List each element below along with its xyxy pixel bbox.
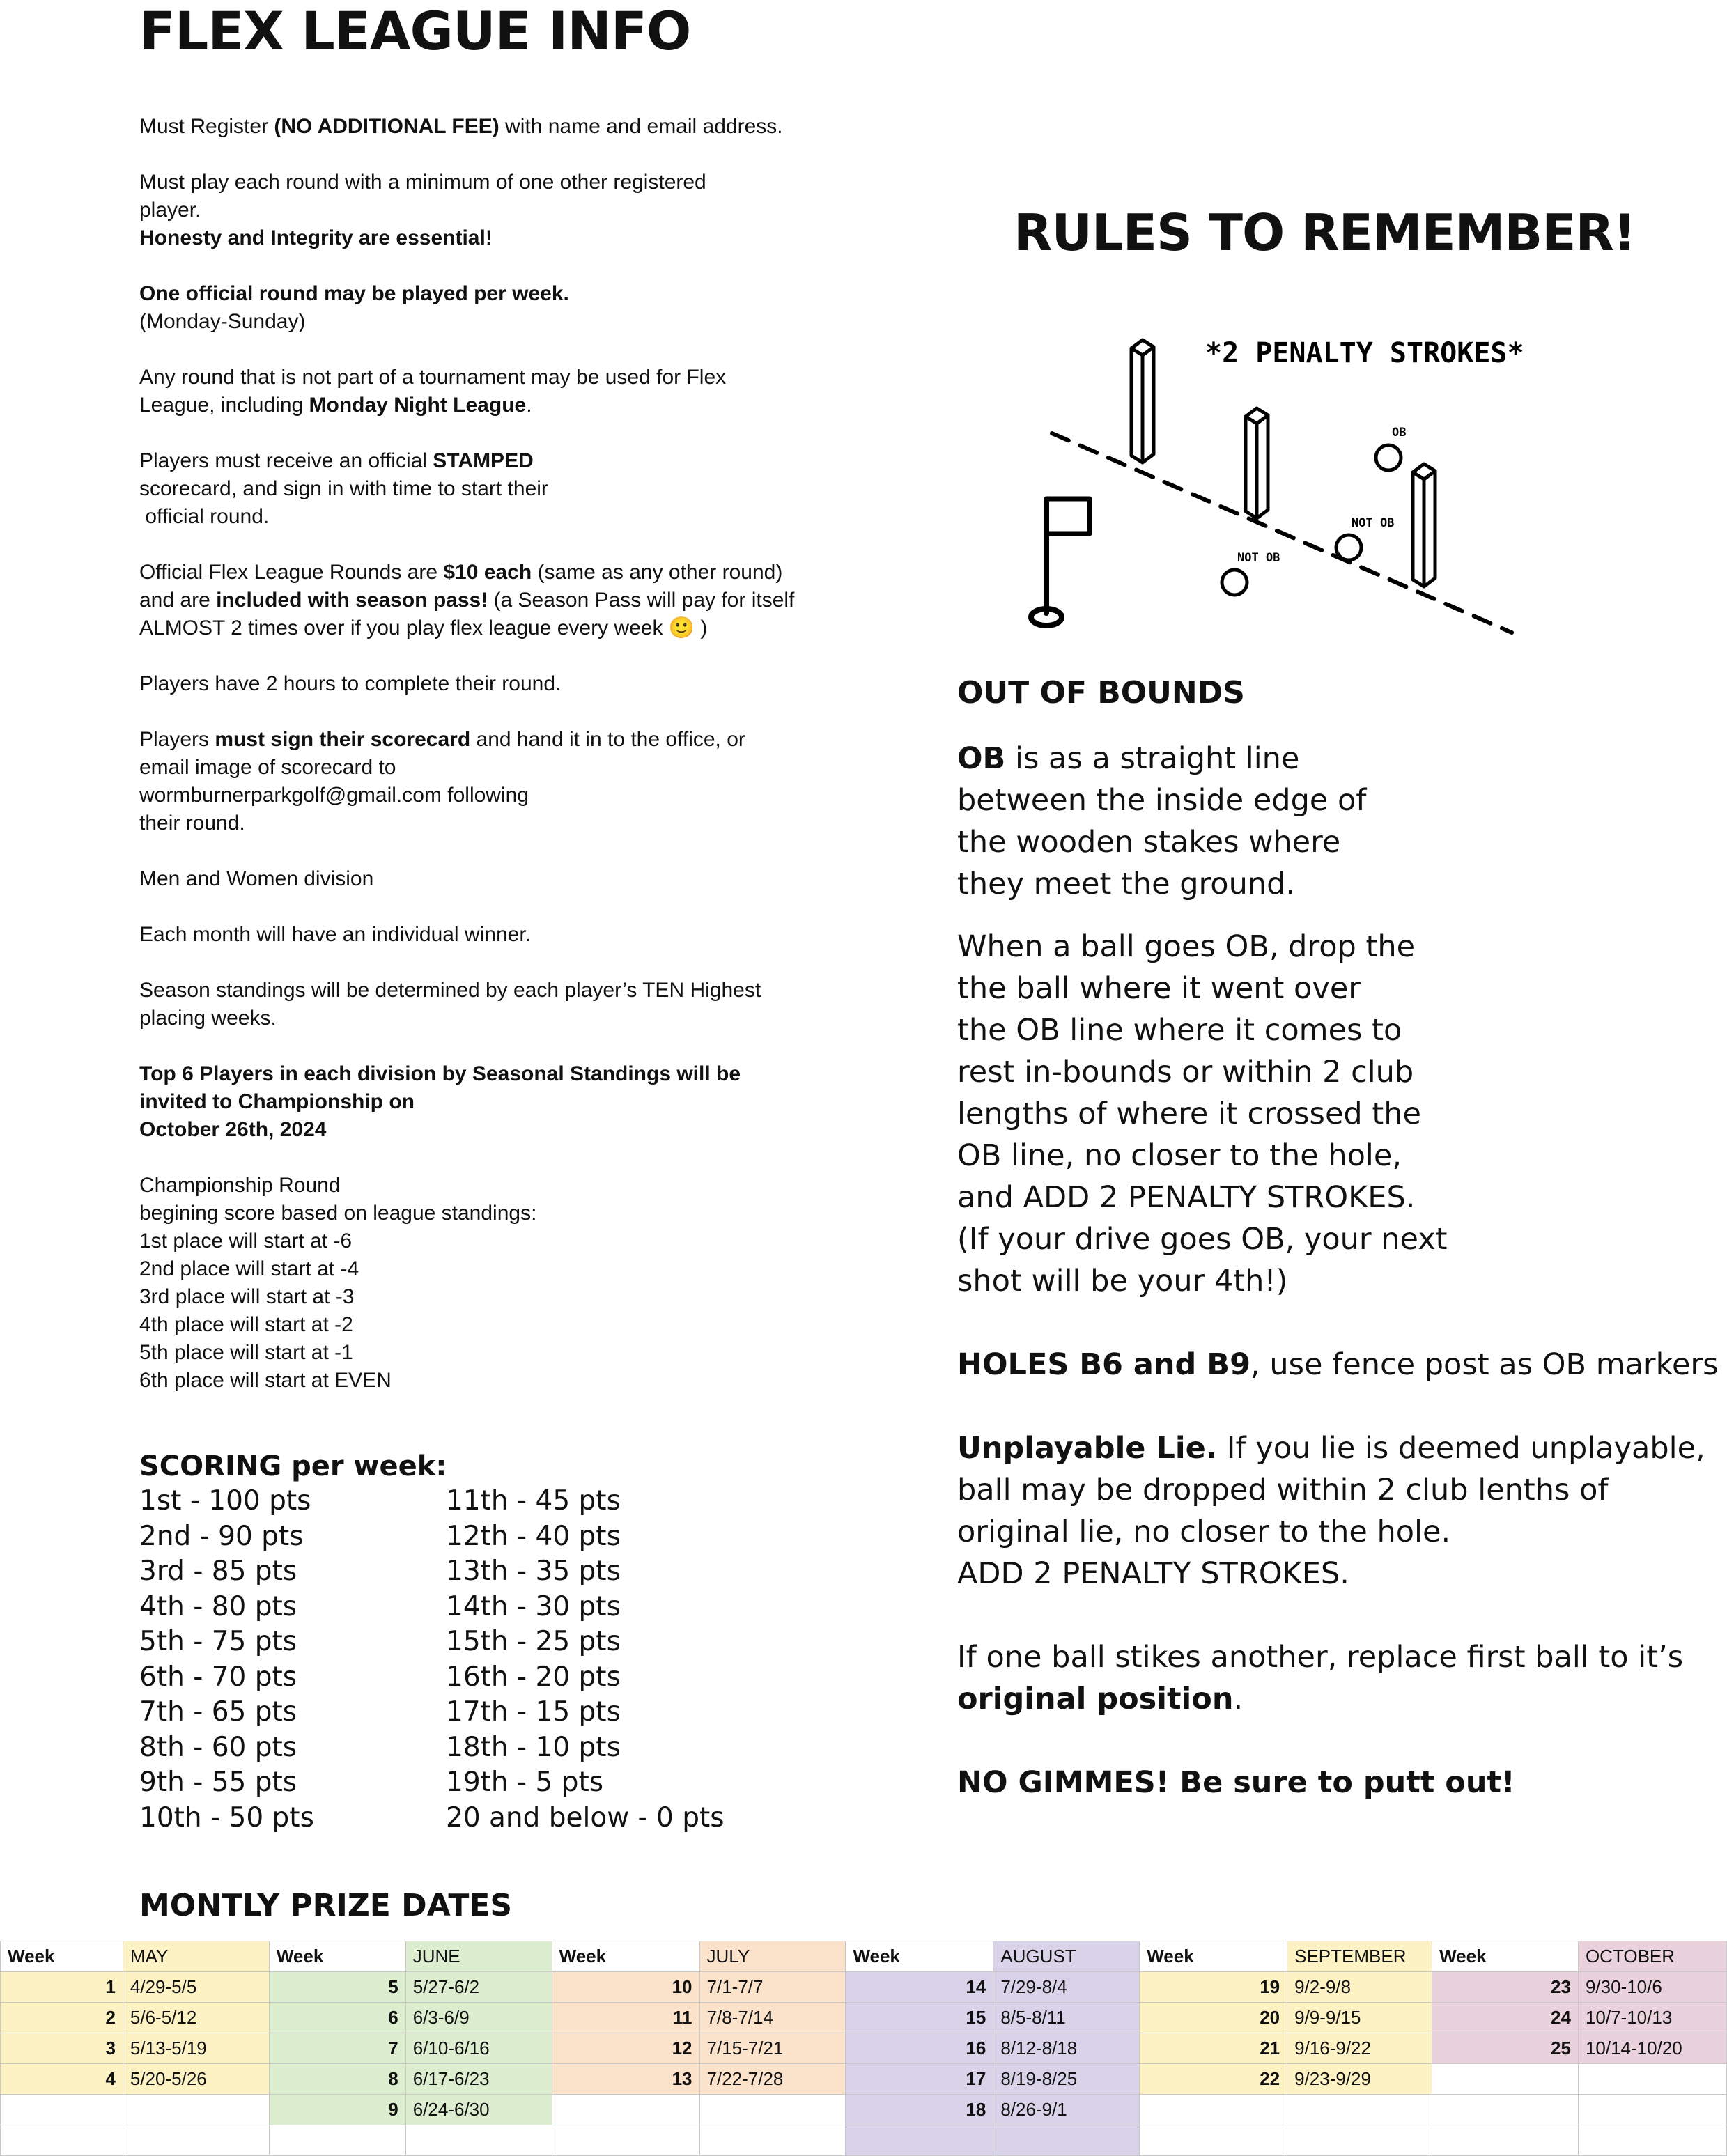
scoring-row: 20 and below - 0 pts — [446, 1801, 725, 1833]
empty-cell — [1, 2125, 123, 2156]
week-number: 4 — [1, 2064, 123, 2095]
scoring-row: 19th - 5 pts — [446, 1767, 604, 1798]
empty-cell — [552, 2095, 699, 2125]
scoring-row: 14th - 30 pts — [446, 1590, 621, 1622]
week-header: Week — [1, 1941, 123, 1972]
ball-not-ob-icon — [1336, 535, 1361, 560]
week-number: 13 — [552, 2064, 699, 2095]
week-number: 24 — [1432, 2003, 1579, 2033]
month-header: JUNE — [405, 1941, 552, 1972]
week-number: 14 — [846, 1972, 993, 2003]
week-number: 16 — [846, 2033, 993, 2064]
week-dates: 5/6-5/12 — [123, 2003, 269, 2033]
monthly-paragraph: Each month will have an individual winner. — [139, 923, 531, 946]
scoring-row: 4th - 80 pts — [139, 1590, 297, 1622]
week-header: Week — [846, 1941, 993, 1972]
week-dates: 10/14-10/20 — [1578, 2033, 1726, 2064]
scoring-row: 11th - 45 pts — [446, 1485, 621, 1517]
not-ob-label: NOT OB — [1237, 551, 1280, 565]
play-paragraph: Must play each round with a minimum of one other registered player. Honesty and Integrity are essential! — [139, 171, 706, 249]
week-dates: 7/29-8/4 — [993, 1972, 1140, 2003]
prize-row — [1, 1972, 1727, 2003]
week-number: 20 — [1140, 2003, 1287, 2033]
prize-row — [1, 2003, 1727, 2033]
prize-dates-title: MONTLY PRIZE DATES — [139, 1888, 513, 1923]
prize-row — [1, 2125, 1727, 2156]
week-number: 21 — [1140, 2033, 1287, 2064]
ob-line — [1052, 433, 1512, 633]
flag-icon — [1031, 499, 1090, 626]
week-number: 17 — [846, 2064, 993, 2095]
week-dates: 6/17-6/23 — [405, 2064, 552, 2095]
smiley-icon: 🙂 — [668, 616, 695, 639]
week-dates: 7/1-7/7 — [699, 1972, 846, 2003]
empty-cell — [269, 2125, 405, 2156]
week-dates: 7/8-7/14 — [699, 2003, 846, 2033]
ob-drop-rule: When a ball goes OB, drop the the ball where it went over the OB line where it comes to rest in-bounds or within 2 club lengths of where it crossed the OB line, no closer to the hole, and ADD 2 PENALTY STROKES. (If your drive goes OB, your next shot will be your 4th!) — [957, 929, 1448, 1298]
week-number: 3 — [1, 2033, 123, 2064]
scoring-row: 10th - 50 pts — [139, 1801, 314, 1833]
week-number: 8 — [269, 2064, 405, 2095]
week-number: 10 — [552, 1972, 699, 2003]
scoring-table — [139, 1484, 836, 1836]
week-dates: 9/30-10/6 — [1578, 1972, 1726, 2003]
week-dates: 7/22-7/28 — [699, 2064, 846, 2095]
scoring-row: 17th - 15 pts — [446, 1696, 621, 1728]
empty-cell — [1140, 2095, 1287, 2125]
holes-rule: HOLES B6 and B9, use fence post as OB markers — [957, 1347, 1719, 1382]
scoring-row: 5th - 75 pts — [139, 1626, 297, 1657]
week-number: 7 — [269, 2033, 405, 2064]
hours-paragraph: Players have 2 hours to complete their round. — [139, 672, 562, 695]
week-number: 15 — [846, 2003, 993, 2033]
cost-paragraph: Official Flex League Rounds are $10 each (same as any other round) and are included with season pass! (a Season Pass will pay for itself ALMOST 2 times over if you play flex league every week 🙂 ) — [139, 561, 795, 639]
scoring-row: 6th - 70 pts — [139, 1661, 297, 1693]
unplayable-rule: Unplayable Lie. If you lie is deemed unplayable, ball may be dropped within 2 club lenths of original lie, no closer to the hole. ADD 2 PENALTY STROKES. — [957, 1431, 1705, 1591]
week-number: 22 — [1140, 2064, 1287, 2095]
scoring-row: 1st - 100 pts — [139, 1485, 311, 1517]
scoring-row: 8th - 60 pts — [139, 1731, 297, 1763]
ob-label: OB — [1392, 426, 1407, 440]
prize-row — [1, 2064, 1727, 2095]
email-address: wormburnerparkgolf@gmail.com following — [139, 784, 529, 807]
empty-cell — [123, 2125, 269, 2156]
scoring-row: 3rd - 85 pts — [139, 1556, 297, 1587]
week-dates: 8/19-8/25 — [993, 2064, 1140, 2095]
week-number: 5 — [269, 1972, 405, 2003]
week-number: 18 — [846, 2095, 993, 2125]
week-dates: 8/26-9/1 — [993, 2095, 1140, 2125]
empty-cell — [1432, 2095, 1579, 2125]
scoring-row: 9th - 55 pts — [139, 1767, 297, 1798]
week-dates: 8/5-8/11 — [993, 2003, 1140, 2033]
week-number: 6 — [269, 2003, 405, 2033]
week-number: 19 — [1140, 1972, 1287, 2003]
month-header: AUGUST — [993, 1941, 1140, 1972]
week-dates: 4/29-5/5 — [123, 1972, 269, 2003]
empty-cell — [123, 2095, 269, 2125]
not-ob-label: NOT OB — [1352, 516, 1395, 530]
week-dates: 8/12-8/18 — [993, 2033, 1140, 2064]
stake-icon — [1413, 464, 1435, 587]
scoring-row: 13th - 35 pts — [446, 1556, 621, 1587]
any-round-paragraph: Any round that is not part of a tournament may be used for Flex League, including Monday Night League. — [139, 366, 727, 417]
scoring-row: 12th - 40 pts — [446, 1520, 621, 1552]
empty-cell — [1287, 2125, 1432, 2156]
empty-cell — [552, 2125, 699, 2156]
oob-heading: OUT OF BOUNDS — [957, 675, 1245, 711]
week-dates: 6/10-6/16 — [405, 2033, 552, 2064]
week-header: Week — [1432, 1941, 1579, 1972]
prize-row — [1, 2033, 1727, 2064]
week-number: 12 — [552, 2033, 699, 2064]
scoring-title: SCORING per week: — [139, 1450, 447, 1482]
empty-cell — [1, 2095, 123, 2125]
month-header: JULY — [699, 1941, 846, 1972]
official-round-paragraph: One official round may be played per week. (Monday-Sunday) — [139, 282, 569, 333]
scoring-row: 7th - 65 pts — [139, 1696, 297, 1728]
week-dates: 10/7-10/13 — [1578, 2003, 1726, 2033]
week-number: 25 — [1432, 2033, 1579, 2064]
empty-cell — [1140, 2125, 1287, 2156]
week-dates: 6/3-6/9 — [405, 2003, 552, 2033]
week-dates: 5/20-5/26 — [123, 2064, 269, 2095]
prize-row — [1, 2095, 1727, 2125]
month-header: MAY — [123, 1941, 269, 1972]
stake-icon — [1246, 408, 1268, 518]
week-dates: 9/2-9/8 — [1287, 1972, 1432, 2003]
week-number: 2 — [1, 2003, 123, 2033]
week-dates: 9/16-9/22 — [1287, 2033, 1432, 2064]
week-dates: 7/15-7/21 — [699, 2033, 846, 2064]
rules-title: RULES TO REMEMBER! — [1014, 203, 1636, 262]
scoring-section — [139, 1449, 836, 1836]
scoring-row: 15th - 25 pts — [446, 1626, 621, 1657]
scoring-row: 2nd - 90 pts — [139, 1520, 304, 1552]
week-dates: 5/27-6/2 — [405, 1972, 552, 2003]
division-paragraph: Men and Women division — [139, 867, 374, 890]
week-dates: 9/9-9/15 — [1287, 2003, 1432, 2033]
empty-cell — [699, 2095, 846, 2125]
empty-cell — [405, 2125, 552, 2156]
week-number: 9 — [269, 2095, 405, 2125]
week-number: 23 — [1432, 1972, 1579, 2003]
week-number: 1 — [1, 1972, 123, 2003]
empty-cell — [1432, 2064, 1579, 2095]
empty-cell — [1578, 2125, 1726, 2156]
scoring-row: 18th - 10 pts — [446, 1731, 621, 1763]
week-header: Week — [269, 1941, 405, 1972]
rules-section — [957, 672, 1719, 1804]
month-header: OCTOBER — [1578, 1941, 1726, 1972]
prize-dates-table — [0, 1941, 1727, 2156]
week-number: 11 — [552, 2003, 699, 2033]
empty-cell — [1432, 2125, 1579, 2156]
league-info — [139, 113, 836, 1422]
empty-cell — [1578, 2095, 1726, 2125]
month-header: SEPTEMBER — [1287, 1941, 1432, 1972]
empty-cell — [993, 2125, 1140, 2156]
empty-cell — [846, 2125, 993, 2156]
ob-definition: OB is as a straight line between the inside edge of the wooden stakes where they meet the ground. — [957, 741, 1367, 901]
empty-cell — [1287, 2095, 1432, 2125]
stake-icon — [1131, 340, 1154, 463]
week-dates: 9/23-9/29 — [1287, 2064, 1432, 2095]
top-players-paragraph: Top 6 Players in each division by Seasonal Standings will be invited to Championship on October 26th, 2024 — [139, 1062, 741, 1141]
penalty-label: *2 PENALTY STROKES* — [1205, 337, 1524, 369]
championship-paragraph: Championship Round begining score based on league standings: 1st place will start at -6 2nd place will start at -4 3rd place will start at -3 4th place will start at -2 5th place will start at -1 6th place will start at EVEN — [139, 1174, 537, 1392]
ball-not-ob-icon — [1222, 570, 1247, 595]
register-paragraph: Must Register (NO ADDITIONAL FEE) with name and email address. — [139, 115, 783, 138]
scoring-row: 16th - 20 pts — [446, 1661, 621, 1693]
scorecard-paragraph: Players must sign their scorecard and hand it in to the office, or email image of scorecard to wormburnerparkgolf@gmail.com following their round. — [139, 726, 836, 837]
week-header: Week — [552, 1941, 699, 1972]
week-dates: 5/13-5/19 — [123, 2033, 269, 2064]
season-paragraph: Season standings will be determined by each player’s TEN Highest placing weeks. — [139, 979, 761, 1030]
empty-cell — [699, 2125, 846, 2156]
strike-rule: If one ball stikes another, replace first ball to it’s original position. — [957, 1640, 1684, 1716]
gimmes-rule: NO GIMMES! Be sure to putt out! — [957, 1765, 1515, 1800]
week-dates: 6/24-6/30 — [405, 2095, 552, 2125]
prize-header-row — [1, 1941, 1727, 1972]
week-header: Week — [1140, 1941, 1287, 1972]
stamp-paragraph: Players must receive an official STAMPED scorecard, and sign in with time to start their official round. — [139, 449, 548, 528]
empty-cell — [1578, 2064, 1726, 2095]
ob-diagram — [1003, 334, 1533, 641]
ball-ob-icon — [1376, 445, 1401, 470]
page-title: FLEX LEAGUE INFO — [139, 0, 691, 62]
